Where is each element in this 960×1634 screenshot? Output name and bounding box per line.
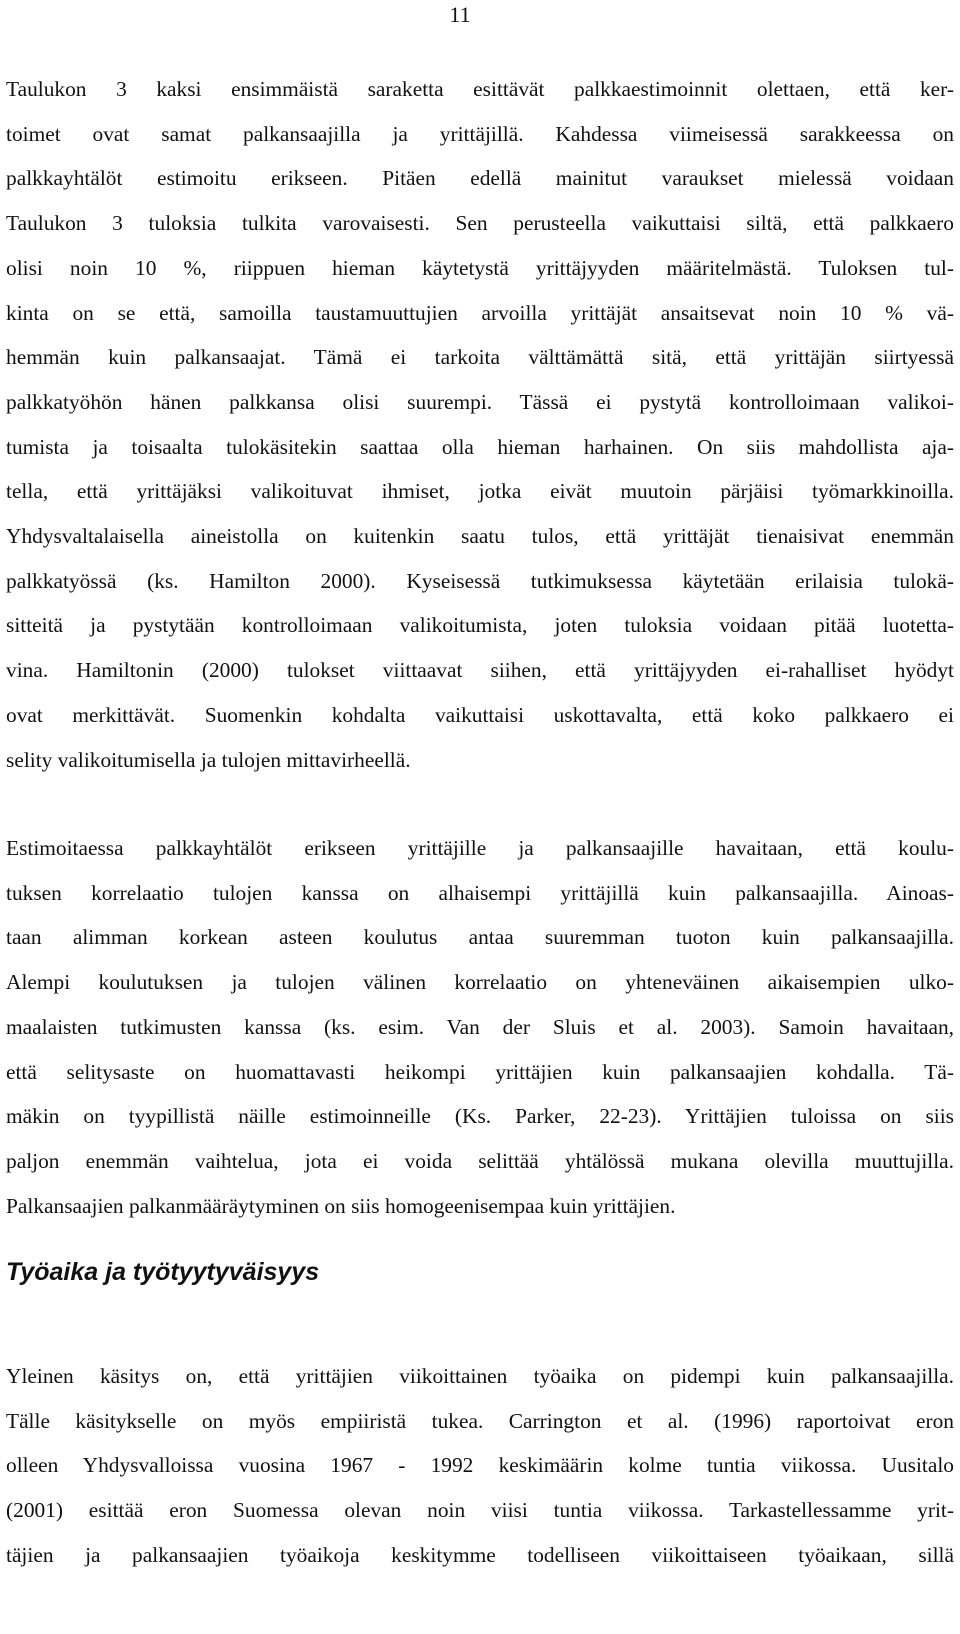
text-line: Alempi koulutuksen ja tulojen välinen korrelaatio on yhteneväinen aikaisempien ulko- (6, 970, 954, 995)
text-line: vina. Hamiltonin (2000) tulokset viittaavat siihen, että yrittäjyyden ei-rahalliset hyödyt (6, 658, 954, 683)
text-line: Yhdysvaltalaisella aineistolla on kuitenkin saatu tulos, että yrittäjät tienaisivat enemmän (6, 524, 954, 549)
paragraph-working-time (6, 1354, 954, 1578)
text-line: että selitysaste on huomattavasti heikompi yrittäjien kuin palkansaajien kohdalla. Tä- (6, 1059, 954, 1084)
text-line: palkkayhtälöt estimoitu erikseen. Pitäen edellä mainitut varaukset mielessä voidaan (6, 166, 954, 191)
text-line: Taulukon 3 kaksi ensimmäistä saraketta esittävät palkkaestimoinnit olettaen, että ker- (6, 77, 954, 101)
paragraph-wage-estimation (6, 67, 954, 782)
text-line: Tälle käsitykselle on myös empiiristä tukea. Carrington et al. (1996) raportoivat eron (6, 1408, 954, 1433)
text-line: (2001) esittää eron Suomessa olevan noin viisi tuntia viikossa. Tarkastellessamme yrit- (6, 1498, 954, 1523)
text-line: paljon enemmän vaihtelua, jota ei voida selittää yhtälössä mukana olevilla muuttujilla. (6, 1148, 954, 1173)
text-line: tumista ja toisaalta tulokäsitekin saattaa olla hieman harhainen. On siis mahdollista aja- (6, 434, 954, 459)
text-line: sitteitä ja pystytään kontrolloimaan valikoitumista, joten tuloksia voidaan pitää luotetta- (6, 613, 954, 638)
text-line: mäkin on tyypillistä näille estimoinneille (Ks. Parker, 22-23). Yrittäjien tuloissa on siis (6, 1104, 954, 1129)
text-line: maalaisten tutkimusten kanssa (ks. esim. Van der Sluis et al. 2003). Samoin havaitaan, (6, 1014, 954, 1039)
text-line: palkkatyöhön hänen palkkansa olisi suurempi. Tässä ei pystytä kontrolloimaan valikoi- (6, 389, 954, 414)
text-line: olleen Yhdysvalloissa vuosina 1967 - 1992 keskimäärin kolme tuntia viikossa. Uusitalo (6, 1453, 954, 1478)
paragraph-separate-estimation (6, 826, 954, 1228)
text-line: Estimoitaessa palkkayhtälöt erikseen yrittäjille ja palkansaajille havaitaan, että koulu- (6, 836, 954, 860)
text-line: tuksen korrelaatio tulojen kanssa on alhaisempi yrittäjillä kuin palkansaajilla. Ainoas- (6, 880, 954, 905)
text-line: ovat merkittävät. Suomenkin kohdalta vaikuttaisi uskottavalta, että koko palkkaero ei (6, 702, 954, 727)
section-heading: Työaika ja työtyytyväisyys (6, 1258, 320, 1286)
text-line: toimet ovat samat palkansaajilla ja yrittäjillä. Kahdessa viimeisessä sarakkeessa on (6, 121, 954, 146)
text-line: Yleinen käsitys on, että yrittäjien viikoittainen työaika on pidempi kuin palkansaajilla. (6, 1364, 954, 1388)
text-line: Palkansaajien palkanmääräytyminen on siis homogeenisempaa kuin yrittäjien. (6, 1193, 676, 1218)
text-line: hemmän kuin palkansaajat. Tämä ei tarkoita välttämättä sitä, että yrittäjän siirtyessä (6, 345, 954, 370)
text-line: kinta on se että, samoilla taustamuuttujien arvoilla yrittäjät ansaitsevat noin 10 % vä- (6, 300, 954, 325)
text-line: tella, että yrittäjäksi valikoituvat ihmiset, jotka eivät muutoin pärjäisi työmarkkinoilla. (6, 479, 954, 504)
text-line: taan alimman korkean asteen koulutus antaa suuremman tuoton kuin palkansaajilla. (6, 925, 954, 950)
text-line: Taulukon 3 tuloksia tulkita varovaisesti. Sen perusteella vaikuttaisi siltä, että palkkaero (6, 211, 954, 236)
text-line: olisi noin 10 %, riippuen hieman käytetystä yrittäjyyden määritelmästä. Tuloksen tul- (6, 255, 954, 280)
text-line: selity valikoitumisella ja tulojen mittavirheellä. (6, 747, 411, 772)
page-number: 11 (449, 2, 471, 27)
text-line: täjien ja palkansaajien työaikoja keskitymme todelliseen viikoittaiseen työaikaan, sillä (6, 1542, 954, 1567)
text-line: palkkatyössä (ks. Hamilton 2000). Kyseisessä tutkimuksessa käytetään erilaisia tulokä- (6, 568, 954, 593)
